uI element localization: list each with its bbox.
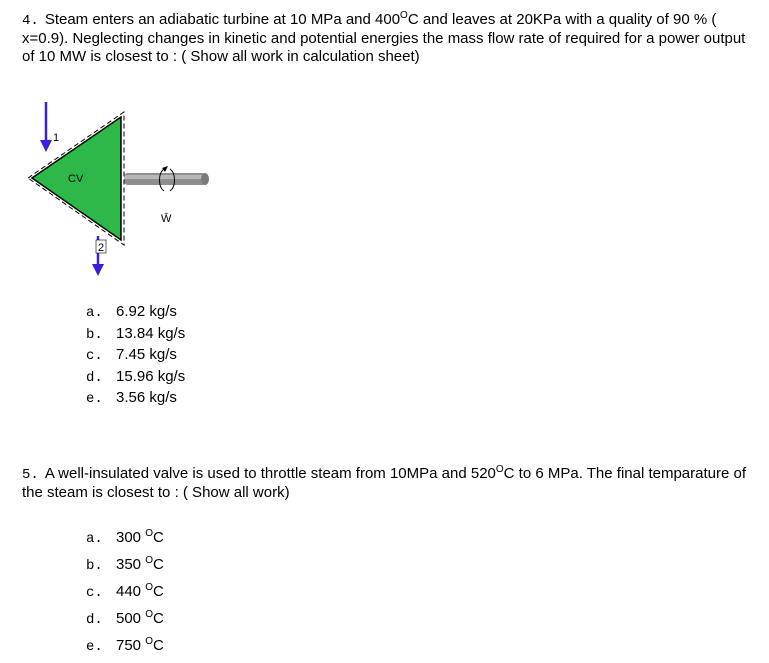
work-label: W̄ xyxy=(161,213,172,225)
question-text-part2: C to 6 MPa. The final temparature of the steam is closest to : ( Show all work) xyxy=(22,465,747,501)
turbine-diagram xyxy=(24,100,214,280)
degree-sup: O xyxy=(145,555,153,566)
option-text: 3.56 kg/s xyxy=(116,389,177,406)
option-value: 750 xyxy=(116,637,146,654)
option-value: 500 xyxy=(116,610,146,627)
option-letter: c. xyxy=(86,585,103,601)
option-d[interactable] xyxy=(86,368,185,390)
option-letter: d. xyxy=(86,369,103,386)
question-5-options xyxy=(86,528,164,663)
option-a[interactable] xyxy=(86,528,164,555)
option-unit: C xyxy=(152,583,164,600)
option-letter: d. xyxy=(86,612,103,628)
question-4-options xyxy=(86,303,185,411)
option-letter: a. xyxy=(86,531,103,547)
degree-sup: O xyxy=(495,464,504,475)
option-letter: b. xyxy=(86,558,103,574)
option-c[interactable] xyxy=(86,582,164,609)
option-e[interactable] xyxy=(86,636,164,663)
outlet-state-label: 2 xyxy=(98,242,105,254)
option-unit: C xyxy=(152,556,164,573)
option-text: 6.92 kg/s xyxy=(116,303,177,320)
option-b[interactable] xyxy=(86,325,185,347)
option-b[interactable] xyxy=(86,555,164,582)
question-4-text xyxy=(22,7,762,66)
option-unit: C xyxy=(152,529,164,546)
degree-sup: O xyxy=(145,636,153,647)
question-text-part1: A well-insulated valve is used to throttle steam from 10MPa and 520 xyxy=(44,465,496,482)
option-e[interactable] xyxy=(86,389,185,411)
question-5-text xyxy=(22,461,762,502)
option-text: 13.84 kg/s xyxy=(116,324,186,342)
option-letter: e. xyxy=(86,391,103,407)
degree-sup: O xyxy=(145,609,153,620)
option-value: 300 xyxy=(116,529,146,546)
degree-sup: O xyxy=(145,582,153,593)
degree-sup: O xyxy=(145,528,153,539)
inlet-arrow xyxy=(40,102,52,152)
degree-sup: O xyxy=(400,10,408,21)
option-letter: b. xyxy=(86,326,103,343)
option-a[interactable] xyxy=(86,303,185,325)
cv-label: CV xyxy=(68,173,84,185)
option-letter: e. xyxy=(86,639,103,655)
question-text-part2: C and leaves at 20KPa with a quality of 90 % ( x=0.9). Neglecting changes in kinetic and potential energies the mass flow rate of required for a power output of 10 MW is closest to : ( Show all work in calculation sheet) xyxy=(22,11,746,65)
option-value: 350 xyxy=(116,556,146,573)
option-text: 15.96 kg/s xyxy=(116,367,186,385)
option-unit: C xyxy=(152,610,164,627)
inlet-state-label: 1 xyxy=(53,132,60,144)
question-number: 5. xyxy=(22,467,39,483)
option-letter: c. xyxy=(86,348,103,364)
turbine-shaft xyxy=(124,173,209,185)
option-unit: C xyxy=(152,637,164,654)
question-text-part1: Steam enters an adiabatic turbine at 10 MPa and 400 xyxy=(44,11,401,28)
option-letter: a. xyxy=(86,305,103,321)
option-value: 440 xyxy=(116,583,146,600)
option-text: 7.45 kg/s xyxy=(116,346,177,363)
question-number: 4. xyxy=(22,13,39,29)
option-c[interactable] xyxy=(86,346,185,368)
option-d[interactable] xyxy=(86,609,164,636)
